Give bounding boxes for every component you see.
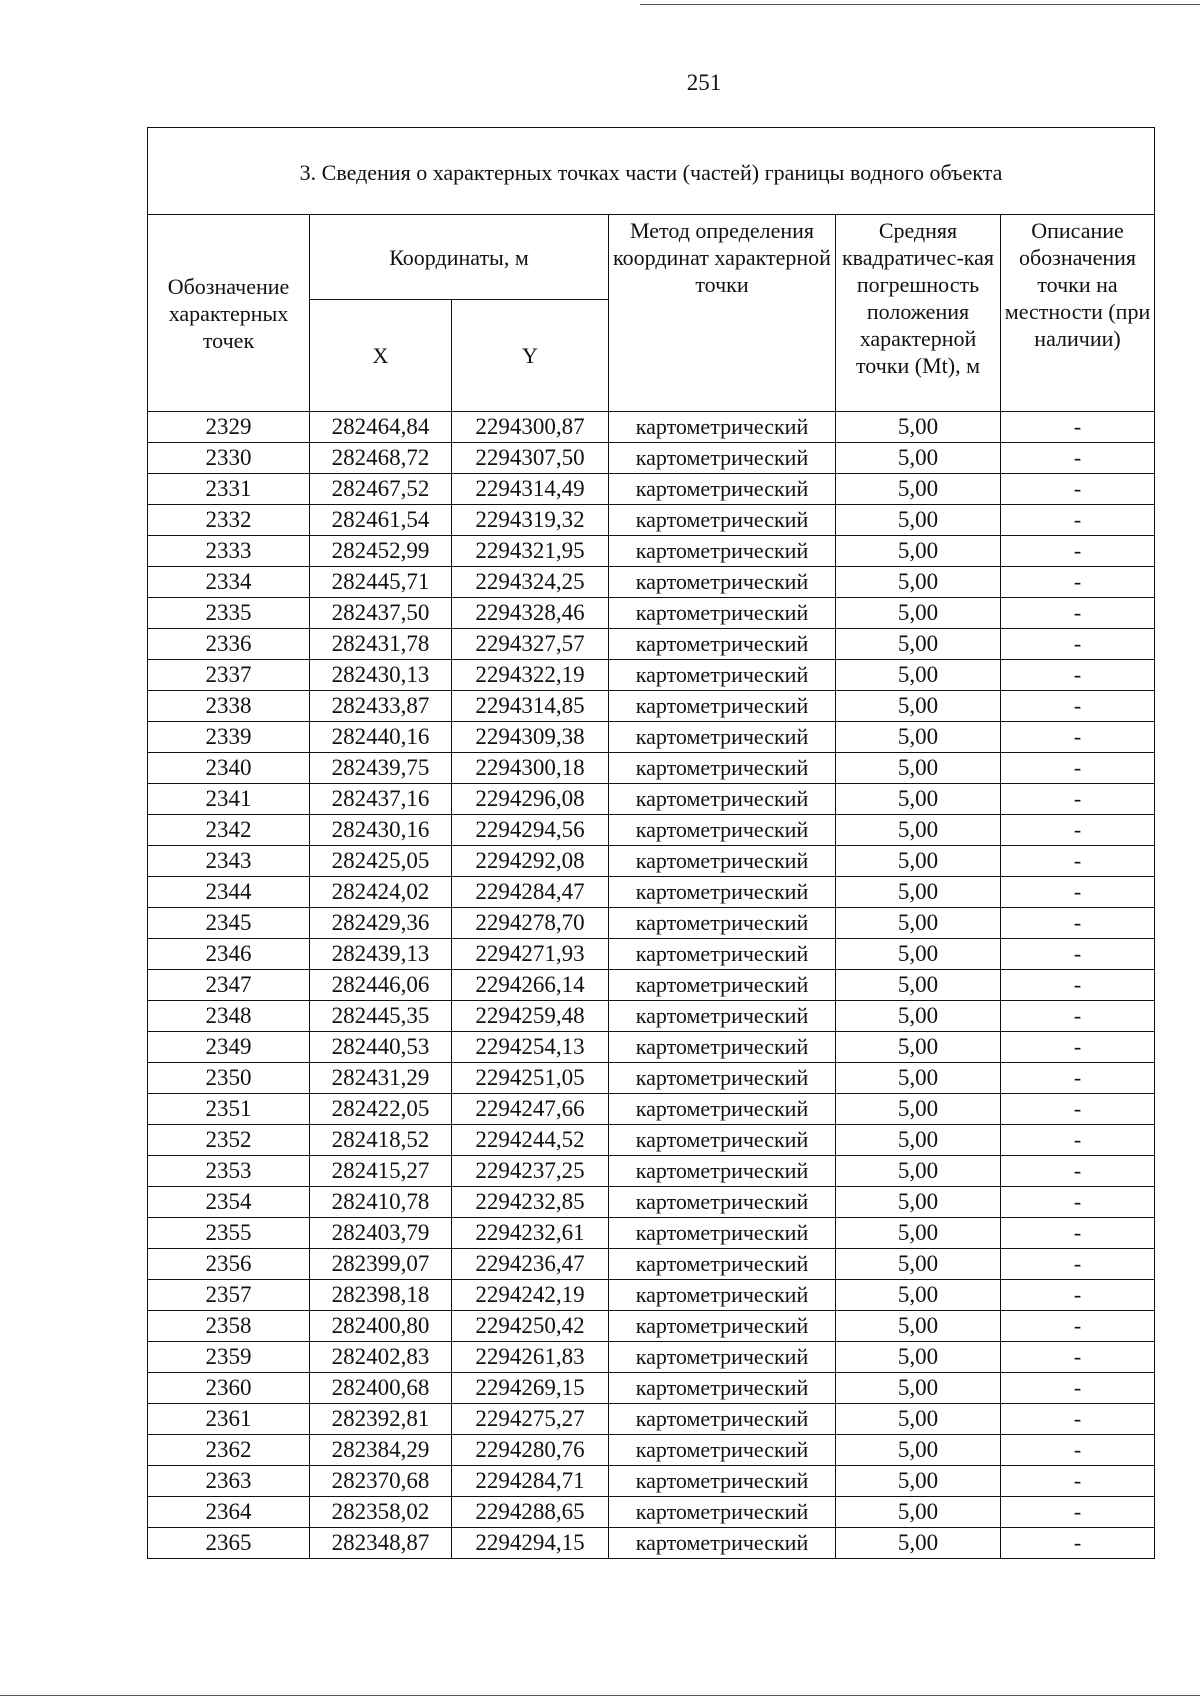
description-cell: - — [1001, 1187, 1155, 1218]
y-coordinate-cell: 2294244,52 — [452, 1125, 609, 1156]
method-cell: картометрический — [609, 815, 836, 846]
description-cell: - — [1001, 784, 1155, 815]
y-coordinate-cell: 2294275,27 — [452, 1404, 609, 1435]
point-id-cell: 2333 — [148, 536, 310, 567]
method-cell: картометрический — [609, 660, 836, 691]
y-coordinate-cell: 2294269,15 — [452, 1373, 609, 1404]
accuracy-cell: 5,00 — [836, 1528, 1001, 1559]
x-coordinate-cell: 282439,13 — [310, 939, 452, 970]
x-coordinate-cell: 282400,80 — [310, 1311, 452, 1342]
method-cell: картометрический — [609, 536, 836, 567]
method-cell: картометрический — [609, 629, 836, 660]
y-coordinate-cell: 2294232,85 — [452, 1187, 609, 1218]
y-coordinate-cell: 2294321,95 — [452, 536, 609, 567]
description-cell: - — [1001, 660, 1155, 691]
x-coordinate-cell: 282399,07 — [310, 1249, 452, 1280]
y-coordinate-cell: 2294327,57 — [452, 629, 609, 660]
description-cell: - — [1001, 970, 1155, 1001]
method-cell: картометрический — [609, 1218, 836, 1249]
description-cell: - — [1001, 1156, 1155, 1187]
method-cell: картометрический — [609, 691, 836, 722]
description-cell: - — [1001, 567, 1155, 598]
method-cell: картометрический — [609, 939, 836, 970]
table-row — [148, 660, 1155, 691]
description-cell: - — [1001, 598, 1155, 629]
y-coordinate-cell: 2294251,05 — [452, 1063, 609, 1094]
accuracy-cell: 5,00 — [836, 1497, 1001, 1528]
y-coordinate-cell: 2294280,76 — [452, 1435, 609, 1466]
point-id-cell: 2355 — [148, 1218, 310, 1249]
description-cell: - — [1001, 474, 1155, 505]
description-cell: - — [1001, 505, 1155, 536]
y-coordinate-cell: 2294300,87 — [452, 412, 609, 443]
y-coordinate-cell: 2294242,19 — [452, 1280, 609, 1311]
description-cell: - — [1001, 1373, 1155, 1404]
table-row — [148, 1466, 1155, 1497]
y-coordinate-cell: 2294328,46 — [452, 598, 609, 629]
x-coordinate-cell: 282467,52 — [310, 474, 452, 505]
method-cell: картометрический — [609, 753, 836, 784]
x-coordinate-cell: 282440,16 — [310, 722, 452, 753]
point-id-cell: 2329 — [148, 412, 310, 443]
point-id-cell: 2360 — [148, 1373, 310, 1404]
description-cell: - — [1001, 908, 1155, 939]
point-id-cell: 2351 — [148, 1094, 310, 1125]
point-id-cell: 2331 — [148, 474, 310, 505]
method-cell: картометрический — [609, 1063, 836, 1094]
x-coordinate-cell: 282429,36 — [310, 908, 452, 939]
accuracy-cell: 5,00 — [836, 1466, 1001, 1497]
table-row — [148, 474, 1155, 505]
method-cell: картометрический — [609, 908, 836, 939]
accuracy-cell: 5,00 — [836, 629, 1001, 660]
table-row — [148, 505, 1155, 536]
point-id-cell: 2347 — [148, 970, 310, 1001]
description-cell: - — [1001, 1063, 1155, 1094]
x-coordinate-cell: 282440,53 — [310, 1032, 452, 1063]
point-id-cell: 2342 — [148, 815, 310, 846]
x-coordinate-cell: 282415,27 — [310, 1156, 452, 1187]
point-id-cell: 2339 — [148, 722, 310, 753]
point-id-cell: 2332 — [148, 505, 310, 536]
x-coordinate-cell: 282452,99 — [310, 536, 452, 567]
description-cell: - — [1001, 1125, 1155, 1156]
method-cell: картометрический — [609, 1342, 836, 1373]
accuracy-cell: 5,00 — [836, 908, 1001, 939]
y-coordinate-cell: 2294266,14 — [452, 970, 609, 1001]
table-row — [148, 598, 1155, 629]
point-id-cell: 2354 — [148, 1187, 310, 1218]
description-cell: - — [1001, 1280, 1155, 1311]
description-cell: - — [1001, 691, 1155, 722]
y-coordinate-cell: 2294232,61 — [452, 1218, 609, 1249]
y-coordinate-cell: 2294324,25 — [452, 567, 609, 598]
x-coordinate-cell: 282437,50 — [310, 598, 452, 629]
description-cell: - — [1001, 939, 1155, 970]
accuracy-cell: 5,00 — [836, 474, 1001, 505]
x-coordinate-cell: 282358,02 — [310, 1497, 452, 1528]
point-id-cell: 2353 — [148, 1156, 310, 1187]
accuracy-cell: 5,00 — [836, 1187, 1001, 1218]
accuracy-cell: 5,00 — [836, 660, 1001, 691]
x-coordinate-cell: 282425,05 — [310, 846, 452, 877]
accuracy-cell: 5,00 — [836, 567, 1001, 598]
table-row — [148, 536, 1155, 567]
table-row — [148, 443, 1155, 474]
table-row — [148, 1497, 1155, 1528]
x-coordinate-cell: 282418,52 — [310, 1125, 452, 1156]
header-designation: Обозначение характерных точек — [148, 215, 310, 412]
description-cell: - — [1001, 1001, 1155, 1032]
method-cell: картометрический — [609, 877, 836, 908]
accuracy-cell: 5,00 — [836, 1280, 1001, 1311]
x-coordinate-cell: 282422,05 — [310, 1094, 452, 1125]
x-coordinate-cell: 282424,02 — [310, 877, 452, 908]
x-coordinate-cell: 282468,72 — [310, 443, 452, 474]
scan-edge-bottom — [0, 1695, 1200, 1696]
accuracy-cell: 5,00 — [836, 970, 1001, 1001]
y-coordinate-cell: 2294322,19 — [452, 660, 609, 691]
description-cell: - — [1001, 815, 1155, 846]
table-row — [148, 412, 1155, 443]
method-cell: картометрический — [609, 1125, 836, 1156]
page-number: 251 — [686, 70, 722, 95]
accuracy-cell: 5,00 — [836, 691, 1001, 722]
description-cell: - — [1001, 1404, 1155, 1435]
method-cell: картометрический — [609, 474, 836, 505]
point-id-cell: 2352 — [148, 1125, 310, 1156]
y-coordinate-cell: 2294278,70 — [452, 908, 609, 939]
x-coordinate-cell: 282400,68 — [310, 1373, 452, 1404]
method-cell: картометрический — [609, 1280, 836, 1311]
x-coordinate-cell: 282430,13 — [310, 660, 452, 691]
accuracy-cell: 5,00 — [836, 1404, 1001, 1435]
x-coordinate-cell: 282392,81 — [310, 1404, 452, 1435]
y-coordinate-cell: 2294261,83 — [452, 1342, 609, 1373]
point-id-cell: 2338 — [148, 691, 310, 722]
method-cell: картометрический — [609, 1528, 836, 1559]
description-cell: - — [1001, 877, 1155, 908]
table-row — [148, 691, 1155, 722]
table-row — [148, 1032, 1155, 1063]
table-row — [148, 908, 1155, 939]
method-cell: картометрический — [609, 1187, 836, 1218]
x-coordinate-cell: 282445,71 — [310, 567, 452, 598]
table-row — [148, 1435, 1155, 1466]
point-id-cell: 2349 — [148, 1032, 310, 1063]
y-coordinate-cell: 2294237,25 — [452, 1156, 609, 1187]
description-cell: - — [1001, 1528, 1155, 1559]
method-cell: картометрический — [609, 598, 836, 629]
accuracy-cell: 5,00 — [836, 1094, 1001, 1125]
method-cell: картометрический — [609, 1094, 836, 1125]
x-coordinate-cell: 282430,16 — [310, 815, 452, 846]
description-cell: - — [1001, 1435, 1155, 1466]
method-cell: картометрический — [609, 443, 836, 474]
table-row — [148, 722, 1155, 753]
method-cell: картометрический — [609, 1001, 836, 1032]
accuracy-cell: 5,00 — [836, 1373, 1001, 1404]
point-id-cell: 2348 — [148, 1001, 310, 1032]
point-id-cell: 2330 — [148, 443, 310, 474]
y-coordinate-cell: 2294296,08 — [452, 784, 609, 815]
accuracy-cell: 5,00 — [836, 1001, 1001, 1032]
accuracy-cell: 5,00 — [836, 1218, 1001, 1249]
y-coordinate-cell: 2294247,66 — [452, 1094, 609, 1125]
y-coordinate-cell: 2294259,48 — [452, 1001, 609, 1032]
method-cell: картометрический — [609, 1435, 836, 1466]
y-coordinate-cell: 2294284,47 — [452, 877, 609, 908]
table-row — [148, 1125, 1155, 1156]
accuracy-cell: 5,00 — [836, 536, 1001, 567]
table-row — [148, 1187, 1155, 1218]
accuracy-cell: 5,00 — [836, 753, 1001, 784]
accuracy-cell: 5,00 — [836, 1342, 1001, 1373]
description-cell: - — [1001, 1311, 1155, 1342]
y-coordinate-cell: 2294319,32 — [452, 505, 609, 536]
scan-edge-top — [640, 4, 1200, 5]
table-row — [148, 1001, 1155, 1032]
x-coordinate-cell: 282403,79 — [310, 1218, 452, 1249]
table-row — [148, 846, 1155, 877]
point-id-cell: 2358 — [148, 1311, 310, 1342]
accuracy-cell: 5,00 — [836, 1063, 1001, 1094]
table-row — [148, 970, 1155, 1001]
point-id-cell: 2346 — [148, 939, 310, 970]
x-coordinate-cell: 282461,54 — [310, 505, 452, 536]
accuracy-cell: 5,00 — [836, 722, 1001, 753]
x-coordinate-cell: 282433,87 — [310, 691, 452, 722]
point-id-cell: 2359 — [148, 1342, 310, 1373]
point-id-cell: 2364 — [148, 1497, 310, 1528]
table-row — [148, 815, 1155, 846]
method-cell: картометрический — [609, 505, 836, 536]
x-coordinate-cell: 282431,29 — [310, 1063, 452, 1094]
y-coordinate-cell: 2294284,71 — [452, 1466, 609, 1497]
header-accuracy: Средняя квадратичес-кая погрешность положения характерной точки (Mt), м — [836, 215, 1001, 412]
description-cell: - — [1001, 1466, 1155, 1497]
point-id-cell: 2336 — [148, 629, 310, 660]
table-row — [148, 567, 1155, 598]
method-cell: картометрический — [609, 1497, 836, 1528]
point-id-cell: 2362 — [148, 1435, 310, 1466]
accuracy-cell: 5,00 — [836, 784, 1001, 815]
header-y: Y — [452, 300, 609, 412]
point-id-cell: 2365 — [148, 1528, 310, 1559]
table-row — [148, 1528, 1155, 1559]
y-coordinate-cell: 2294307,50 — [452, 443, 609, 474]
description-cell: - — [1001, 753, 1155, 784]
table-row — [148, 877, 1155, 908]
table-row — [148, 1156, 1155, 1187]
table-row — [148, 1280, 1155, 1311]
x-coordinate-cell: 282348,87 — [310, 1528, 452, 1559]
table-row — [148, 784, 1155, 815]
point-id-cell: 2334 — [148, 567, 310, 598]
point-id-cell: 2363 — [148, 1466, 310, 1497]
accuracy-cell: 5,00 — [836, 443, 1001, 474]
accuracy-cell: 5,00 — [836, 1125, 1001, 1156]
point-id-cell: 2357 — [148, 1280, 310, 1311]
point-id-cell: 2356 — [148, 1249, 310, 1280]
accuracy-cell: 5,00 — [836, 505, 1001, 536]
method-cell: картометрический — [609, 722, 836, 753]
y-coordinate-cell: 2294300,18 — [452, 753, 609, 784]
description-cell: - — [1001, 1218, 1155, 1249]
accuracy-cell: 5,00 — [836, 412, 1001, 443]
method-cell: картометрический — [609, 1373, 836, 1404]
method-cell: картометрический — [609, 1311, 836, 1342]
point-id-cell: 2337 — [148, 660, 310, 691]
method-cell: картометрический — [609, 1156, 836, 1187]
table-title: 3. Сведения о характерных точках части (частей) границы водного объекта — [148, 128, 1155, 215]
method-cell: картометрический — [609, 567, 836, 598]
y-coordinate-cell: 2294250,42 — [452, 1311, 609, 1342]
accuracy-cell: 5,00 — [836, 877, 1001, 908]
accuracy-cell: 5,00 — [836, 815, 1001, 846]
x-coordinate-cell: 282402,83 — [310, 1342, 452, 1373]
description-cell: - — [1001, 1342, 1155, 1373]
accuracy-cell: 5,00 — [836, 598, 1001, 629]
accuracy-cell: 5,00 — [836, 1311, 1001, 1342]
point-id-cell: 2361 — [148, 1404, 310, 1435]
point-id-cell: 2341 — [148, 784, 310, 815]
method-cell: картометрический — [609, 1404, 836, 1435]
y-coordinate-cell: 2294288,65 — [452, 1497, 609, 1528]
y-coordinate-cell: 2294314,85 — [452, 691, 609, 722]
method-cell: картометрический — [609, 412, 836, 443]
description-cell: - — [1001, 846, 1155, 877]
table-header — [148, 128, 1155, 412]
x-coordinate-cell: 282384,29 — [310, 1435, 452, 1466]
table-row — [148, 1063, 1155, 1094]
y-coordinate-cell: 2294294,56 — [452, 815, 609, 846]
point-id-cell: 2350 — [148, 1063, 310, 1094]
point-id-cell: 2344 — [148, 877, 310, 908]
y-coordinate-cell: 2294271,93 — [452, 939, 609, 970]
description-cell: - — [1001, 1249, 1155, 1280]
point-id-cell: 2340 — [148, 753, 310, 784]
method-cell: картометрический — [609, 970, 836, 1001]
header-x: X — [310, 300, 452, 412]
table-row — [148, 753, 1155, 784]
table-row — [148, 939, 1155, 970]
point-id-cell: 2343 — [148, 846, 310, 877]
x-coordinate-cell: 282398,18 — [310, 1280, 452, 1311]
table-row — [148, 1218, 1155, 1249]
point-id-cell: 2345 — [148, 908, 310, 939]
y-coordinate-cell: 2294294,15 — [452, 1528, 609, 1559]
y-coordinate-cell: 2294314,49 — [452, 474, 609, 505]
header-method: Метод определения координат характерной точки — [609, 215, 836, 412]
method-cell: картометрический — [609, 784, 836, 815]
x-coordinate-cell: 282431,78 — [310, 629, 452, 660]
accuracy-cell: 5,00 — [836, 846, 1001, 877]
x-coordinate-cell: 282439,75 — [310, 753, 452, 784]
header-description: Описание обозначения точки на местности (при наличии) — [1001, 215, 1155, 412]
header-coordinates: Координаты, м — [310, 215, 609, 300]
description-cell: - — [1001, 536, 1155, 567]
description-cell: - — [1001, 722, 1155, 753]
table-row — [148, 1311, 1155, 1342]
table-row — [148, 1404, 1155, 1435]
table-row — [148, 629, 1155, 660]
point-id-cell: 2335 — [148, 598, 310, 629]
x-coordinate-cell: 282437,16 — [310, 784, 452, 815]
accuracy-cell: 5,00 — [836, 1156, 1001, 1187]
x-coordinate-cell: 282370,68 — [310, 1466, 452, 1497]
accuracy-cell: 5,00 — [836, 1249, 1001, 1280]
x-coordinate-cell: 282464,84 — [310, 412, 452, 443]
points-table — [147, 127, 1155, 1559]
table-row — [148, 1373, 1155, 1404]
description-cell: - — [1001, 629, 1155, 660]
method-cell: картометрический — [609, 1032, 836, 1063]
accuracy-cell: 5,00 — [836, 939, 1001, 970]
method-cell: картометрический — [609, 1466, 836, 1497]
description-cell: - — [1001, 1497, 1155, 1528]
x-coordinate-cell: 282446,06 — [310, 970, 452, 1001]
method-cell: картометрический — [609, 846, 836, 877]
table-row — [148, 1094, 1155, 1125]
description-cell: - — [1001, 1094, 1155, 1125]
x-coordinate-cell: 282410,78 — [310, 1187, 452, 1218]
table-row — [148, 1342, 1155, 1373]
description-cell: - — [1001, 1032, 1155, 1063]
accuracy-cell: 5,00 — [836, 1435, 1001, 1466]
x-coordinate-cell: 282445,35 — [310, 1001, 452, 1032]
table-body — [148, 412, 1155, 1559]
accuracy-cell: 5,00 — [836, 1032, 1001, 1063]
y-coordinate-cell: 2294254,13 — [452, 1032, 609, 1063]
y-coordinate-cell: 2294309,38 — [452, 722, 609, 753]
description-cell: - — [1001, 412, 1155, 443]
table-row — [148, 1249, 1155, 1280]
description-cell: - — [1001, 443, 1155, 474]
y-coordinate-cell: 2294236,47 — [452, 1249, 609, 1280]
y-coordinate-cell: 2294292,08 — [452, 846, 609, 877]
method-cell: картометрический — [609, 1249, 836, 1280]
